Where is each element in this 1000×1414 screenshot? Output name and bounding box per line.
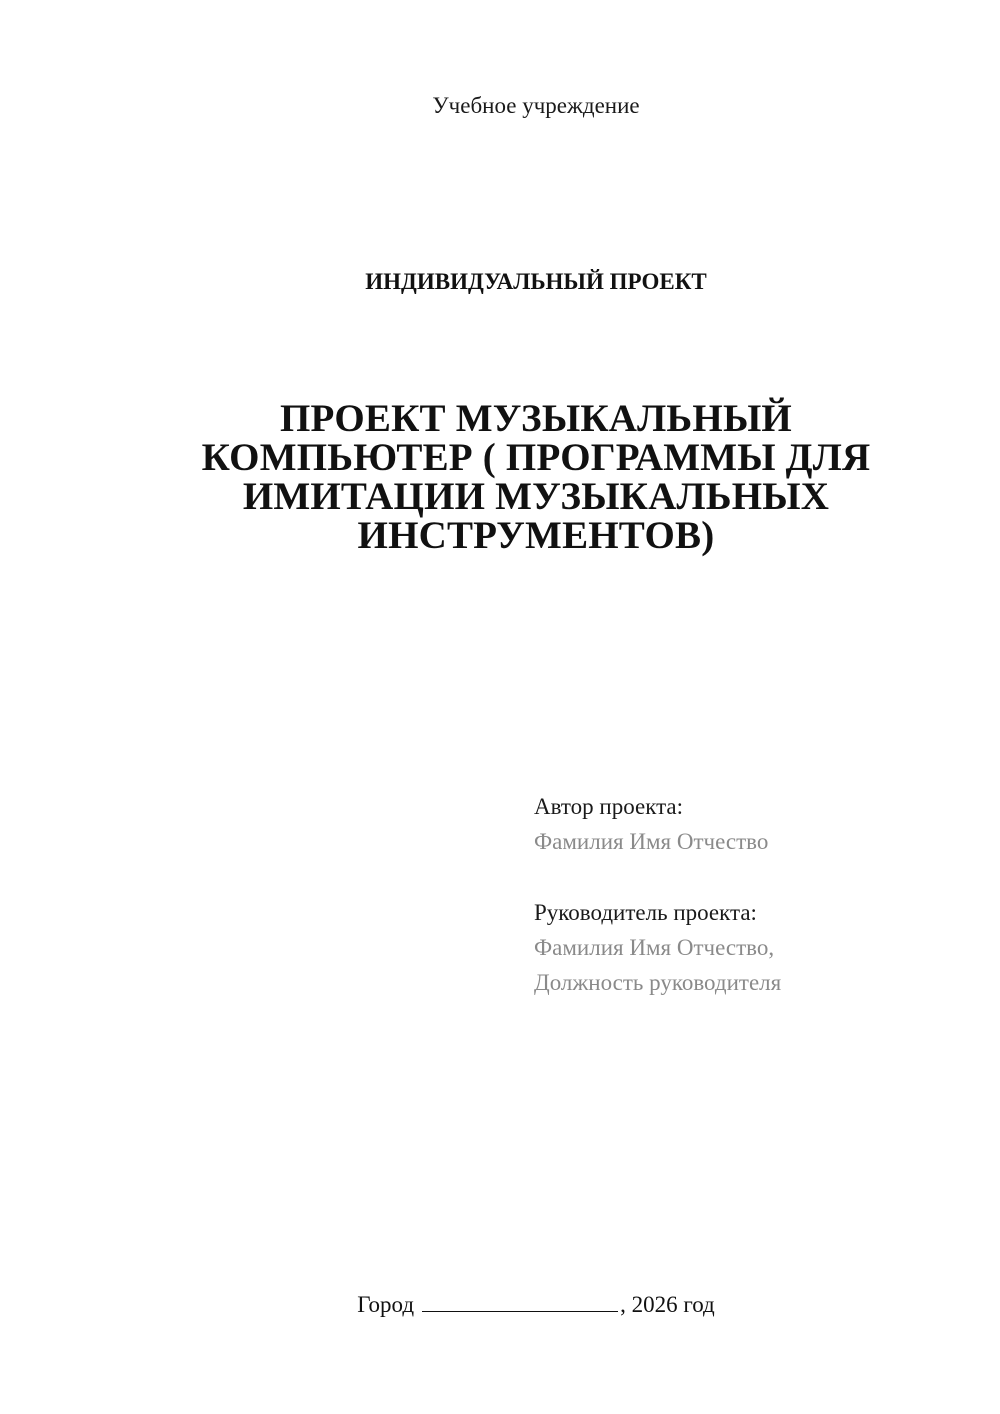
project-title-line: КОМПЬЮТЕР ( ПРОГРАММЫ ДЛЯ bbox=[201, 436, 871, 479]
project-title-line: ПРОЕКТ МУЗЫКАЛЬНЫЙ bbox=[280, 397, 792, 440]
project-title-line: ИНСТРУМЕНТОВ) bbox=[357, 514, 715, 557]
city-blank-line bbox=[422, 1291, 618, 1312]
project-title-line: ИМИТАЦИИ МУЗЫКАЛЬНЫХ bbox=[242, 475, 830, 518]
city-label: Город bbox=[357, 1292, 415, 1317]
project-title bbox=[186, 399, 886, 555]
supervisor-label: Руководитель проекта: bbox=[534, 900, 757, 925]
year-text: , 2026 год bbox=[620, 1292, 715, 1317]
supervisor-name: Фамилия Имя Отчество, bbox=[534, 935, 775, 960]
spacer bbox=[534, 859, 974, 895]
author-label: Автор проекта: bbox=[534, 794, 683, 819]
city-year-line bbox=[0, 1290, 1000, 1320]
author-name: Фамилия Имя Отчество bbox=[534, 829, 769, 854]
institution-name: Учебное учреждение bbox=[432, 93, 640, 118]
project-info-block bbox=[534, 789, 974, 1000]
supervisor-position: Должность руководителя bbox=[534, 970, 782, 995]
document-type: ИНДИВИДУАЛЬНЫЙ ПРОЕКТ bbox=[365, 269, 707, 294]
